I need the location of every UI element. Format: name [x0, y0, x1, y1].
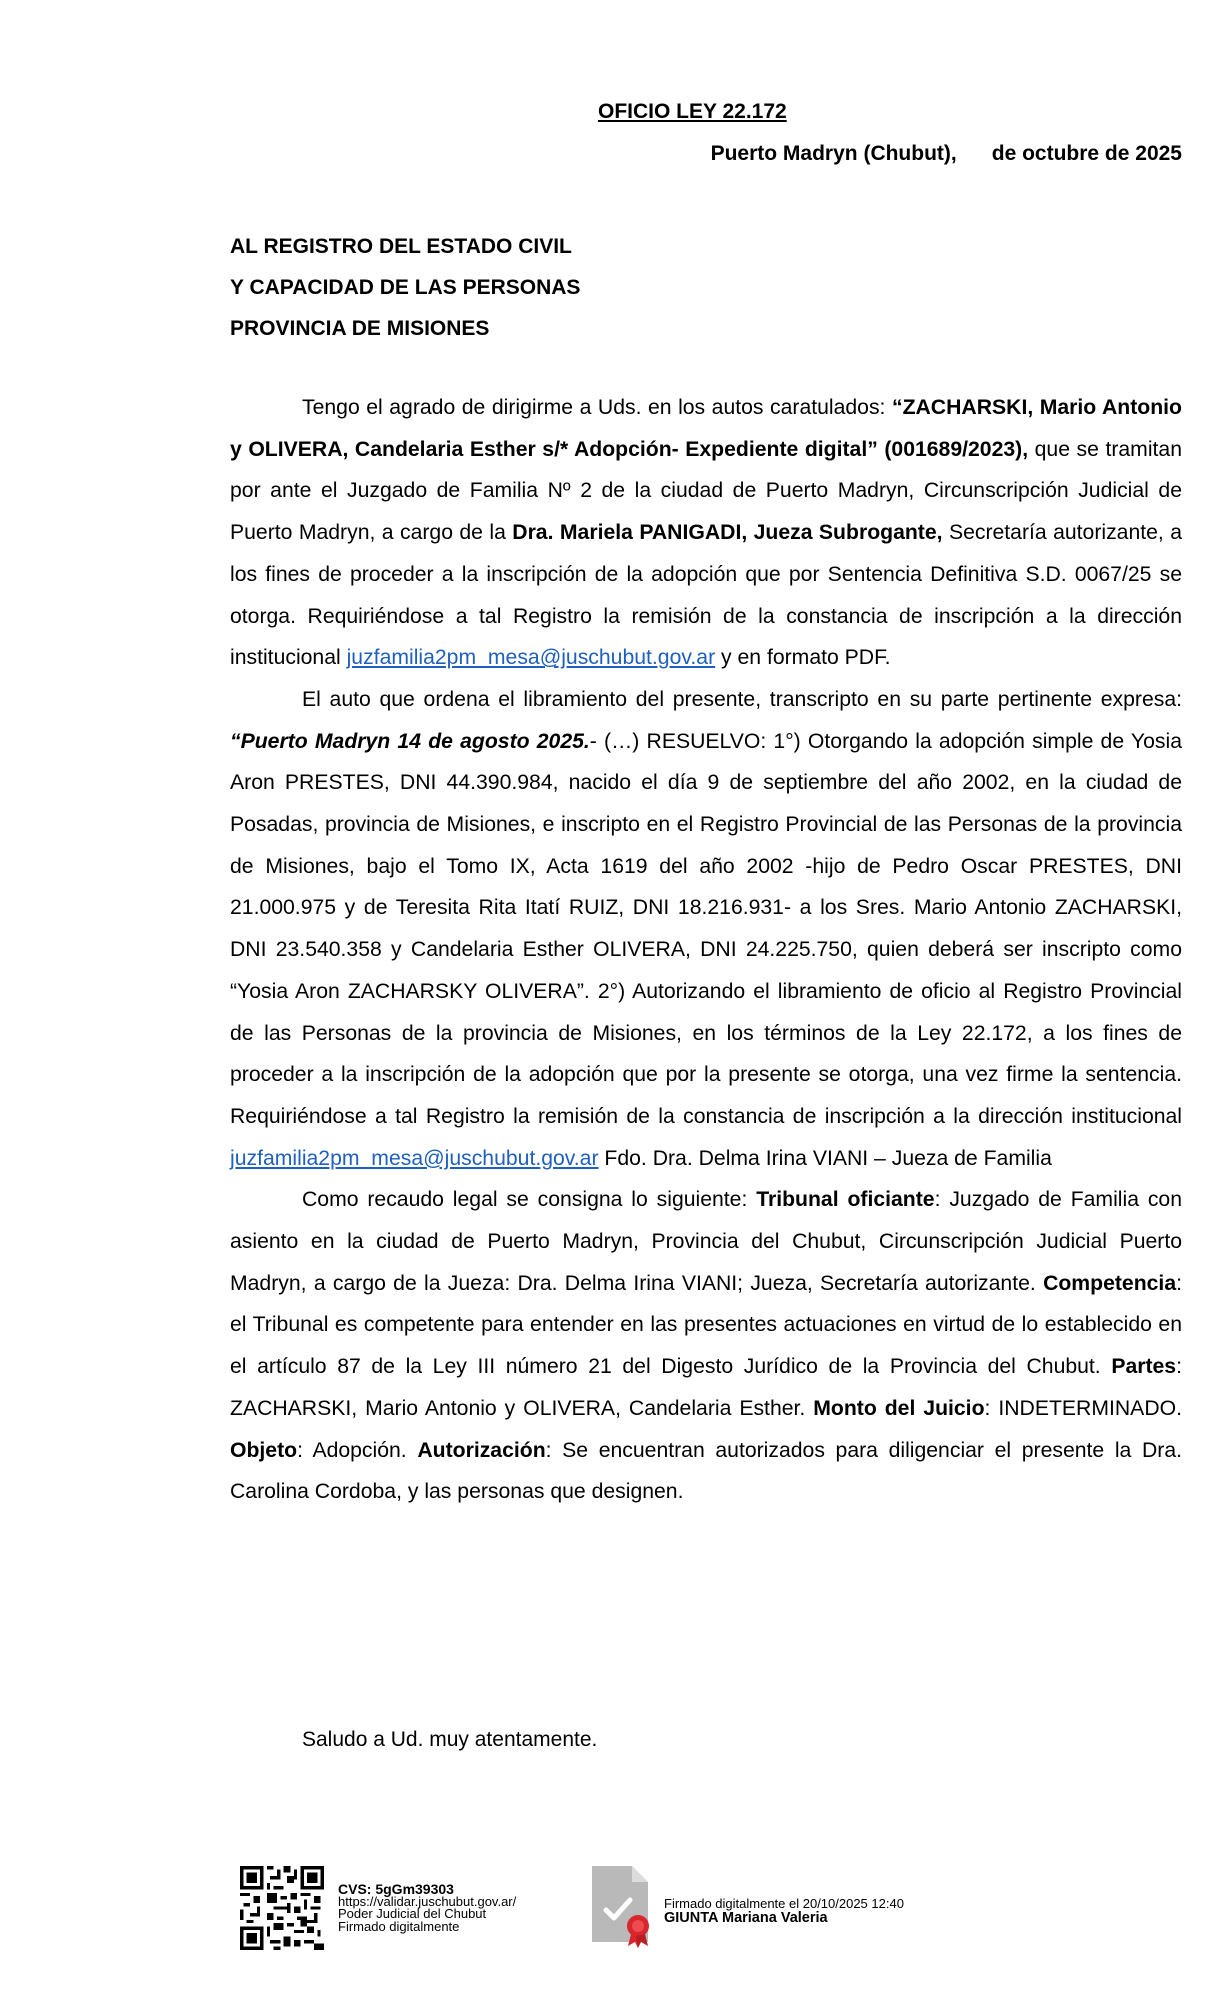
label-competencia: Competencia: [1043, 1271, 1177, 1295]
text-run: que se tramitan por ante el Juzgado de Familia Nº 2 de la ciudad de Puerto Madryn, Circunscripción Judicial de Puerto Madryn, a cargo de la: [230, 437, 1182, 545]
signature-text: [664, 1896, 904, 1926]
document-title: OFICIO LEY 22.172: [598, 100, 787, 123]
label-monto: Monto del Juicio: [813, 1396, 985, 1420]
recipient-block: [230, 226, 580, 349]
label-objeto: Objeto: [230, 1438, 298, 1462]
signed-date: Firmado digitalmente el 20/10/2025 12:40: [664, 1896, 904, 1911]
text-run: Como recaudo legal se consigna lo siguiente:: [302, 1188, 757, 1212]
paragraph-resolution: [230, 679, 1182, 1179]
label-tribunal: Tribunal oficiante: [756, 1188, 935, 1212]
recipient-line-2: Y CAPACIDAD DE LAS PERSONAS: [230, 276, 581, 299]
validation-note: Firmado digitalmente: [338, 1918, 460, 1934]
resolution-date: “Puerto Madryn 14 de agosto 2025.: [230, 729, 590, 753]
email-link[interactable]: juzfamilia2pm_mesa@juschubut.gov.ar: [346, 646, 716, 670]
case-caption: “ZACHARSKI, Mario Antonio y OLIVERA, Candelaria Esther s/* Adopción- Expediente digital” (001689/2023),: [230, 396, 1182, 461]
text-run: El auto que ordena el libramiento del presente, transcripto en su parte pertinente expresa:: [302, 687, 1182, 711]
closing-salutation: Saludo a Ud. muy atentamente.: [302, 1728, 598, 1751]
judge-name: Dra. Mariela PANIGADI, Jueza Subrogante,: [512, 521, 943, 545]
validation-org: Poder Judicial del Chubut: [338, 1906, 487, 1921]
digital-signature-icon: [590, 1862, 654, 1948]
text-run: : el Tribunal es competente para entender en las presentes actuaciones en virtud de lo establecido en el artículo 87 de la Ley III número 21 del Digesto Jurídico de la Provincia del Chubut.: [230, 1271, 1182, 1379]
text-run: Tengo el agrado de dirigirme a Uds. en los autos caratulados:: [302, 396, 892, 419]
text-run: - (…) RESUELVO: 1°) Otorgando la adopción simple de Yosia Aron PRESTES, DNI 44.390.984, nacido el día 9 de septiembre del año 2002, en la ciudad de Posadas, provincia de Misiones, e inscripto en el Registro Provincial de las Personas de la provincia de Misiones, bajo el Tomo IX, Acta 1619 del año 2002 -hijo de Pedro Oscar PRESTES, DNI 21.000.975 y de Teresita Rita Itatí RUIZ, DNI 18.216.931- a los Sres. Mario Antonio ZACHARSKI, DNI 23.540.358 y Candelaria Esther OLIVERA, DNI 24.225.750, quien deberá ser inscripto como “Yosia Aron ZACHARSKY OLIVERA”. 2°) Autorizando el libramiento de oficio al Registro Provincial de las Personas de la provincia de Misiones, en los términos de la Ley 22.172, a los fines de proceder a la inscripción de la adopción que por la presente se otorga, una vez firme la sentencia. Requiriéndose a tal Registro la remisión de la constancia de inscripción a la dirección institucional: [230, 729, 1182, 1128]
text-run: Secretaría autorizante, a los fines de proceder a la inscripción de la adopción que por Sentencia Definitiva S.D. 0067/25 se otorga. Requiriéndose a tal Registro la remisión de la constancia de inscripción a la dirección institucional: [230, 521, 1183, 670]
signer-name: GIUNTA Mariana Valeria: [664, 1910, 828, 1926]
text-run: : Adopción.: [297, 1438, 418, 1462]
text-run: Fdo. Dra. Delma Irina VIANI – Jueza de Familia: [598, 1146, 1052, 1170]
document-body: [230, 387, 1182, 1513]
paragraph-introduction: [230, 387, 1182, 679]
label-autorizacion: Autorización: [417, 1438, 546, 1462]
text-run: : Se encuentran autorizados para diligenciar el presente la Dra. Carolina Cordoba, y las personas que designen.: [230, 1438, 1182, 1504]
validation-text: [338, 1883, 516, 1933]
recipient-line-1: AL REGISTRO DEL ESTADO CIVIL: [230, 235, 572, 258]
qr-code-icon[interactable]: [240, 1866, 324, 1950]
email-link[interactable]: juzfamilia2pm_mesa@juschubut.gov.ar: [230, 1146, 599, 1170]
text-run: : INDETERMINADO.: [984, 1396, 1182, 1420]
document-date: Puerto Madryn (Chubut), de octubre de 2025: [710, 142, 1182, 165]
cvs-code: CVS: 5gGm39303: [338, 1881, 454, 1897]
label-partes: Partes: [1111, 1355, 1177, 1379]
paragraph-legal-requirements: [230, 1179, 1182, 1513]
text-run: : ZACHARSKI, Mario Antonio y OLIVERA, Candelaria Esther.: [230, 1355, 1182, 1420]
text-run: y en formato PDF.: [715, 646, 891, 670]
text-run: : Juzgado de Familia con asiento en la ciudad de Puerto Madryn, Provincia del Chubut, Circunscripción Judicial Puerto Madryn, a cargo de la Jueza: Dra. Delma Irina VIANI; Jueza, Secretaría autorizante.: [230, 1188, 1182, 1295]
validation-url[interactable]: https://validar.juschubut.gov.ar/: [338, 1893, 517, 1909]
recipient-line-3: PROVINCIA DE MISIONES: [230, 317, 490, 340]
